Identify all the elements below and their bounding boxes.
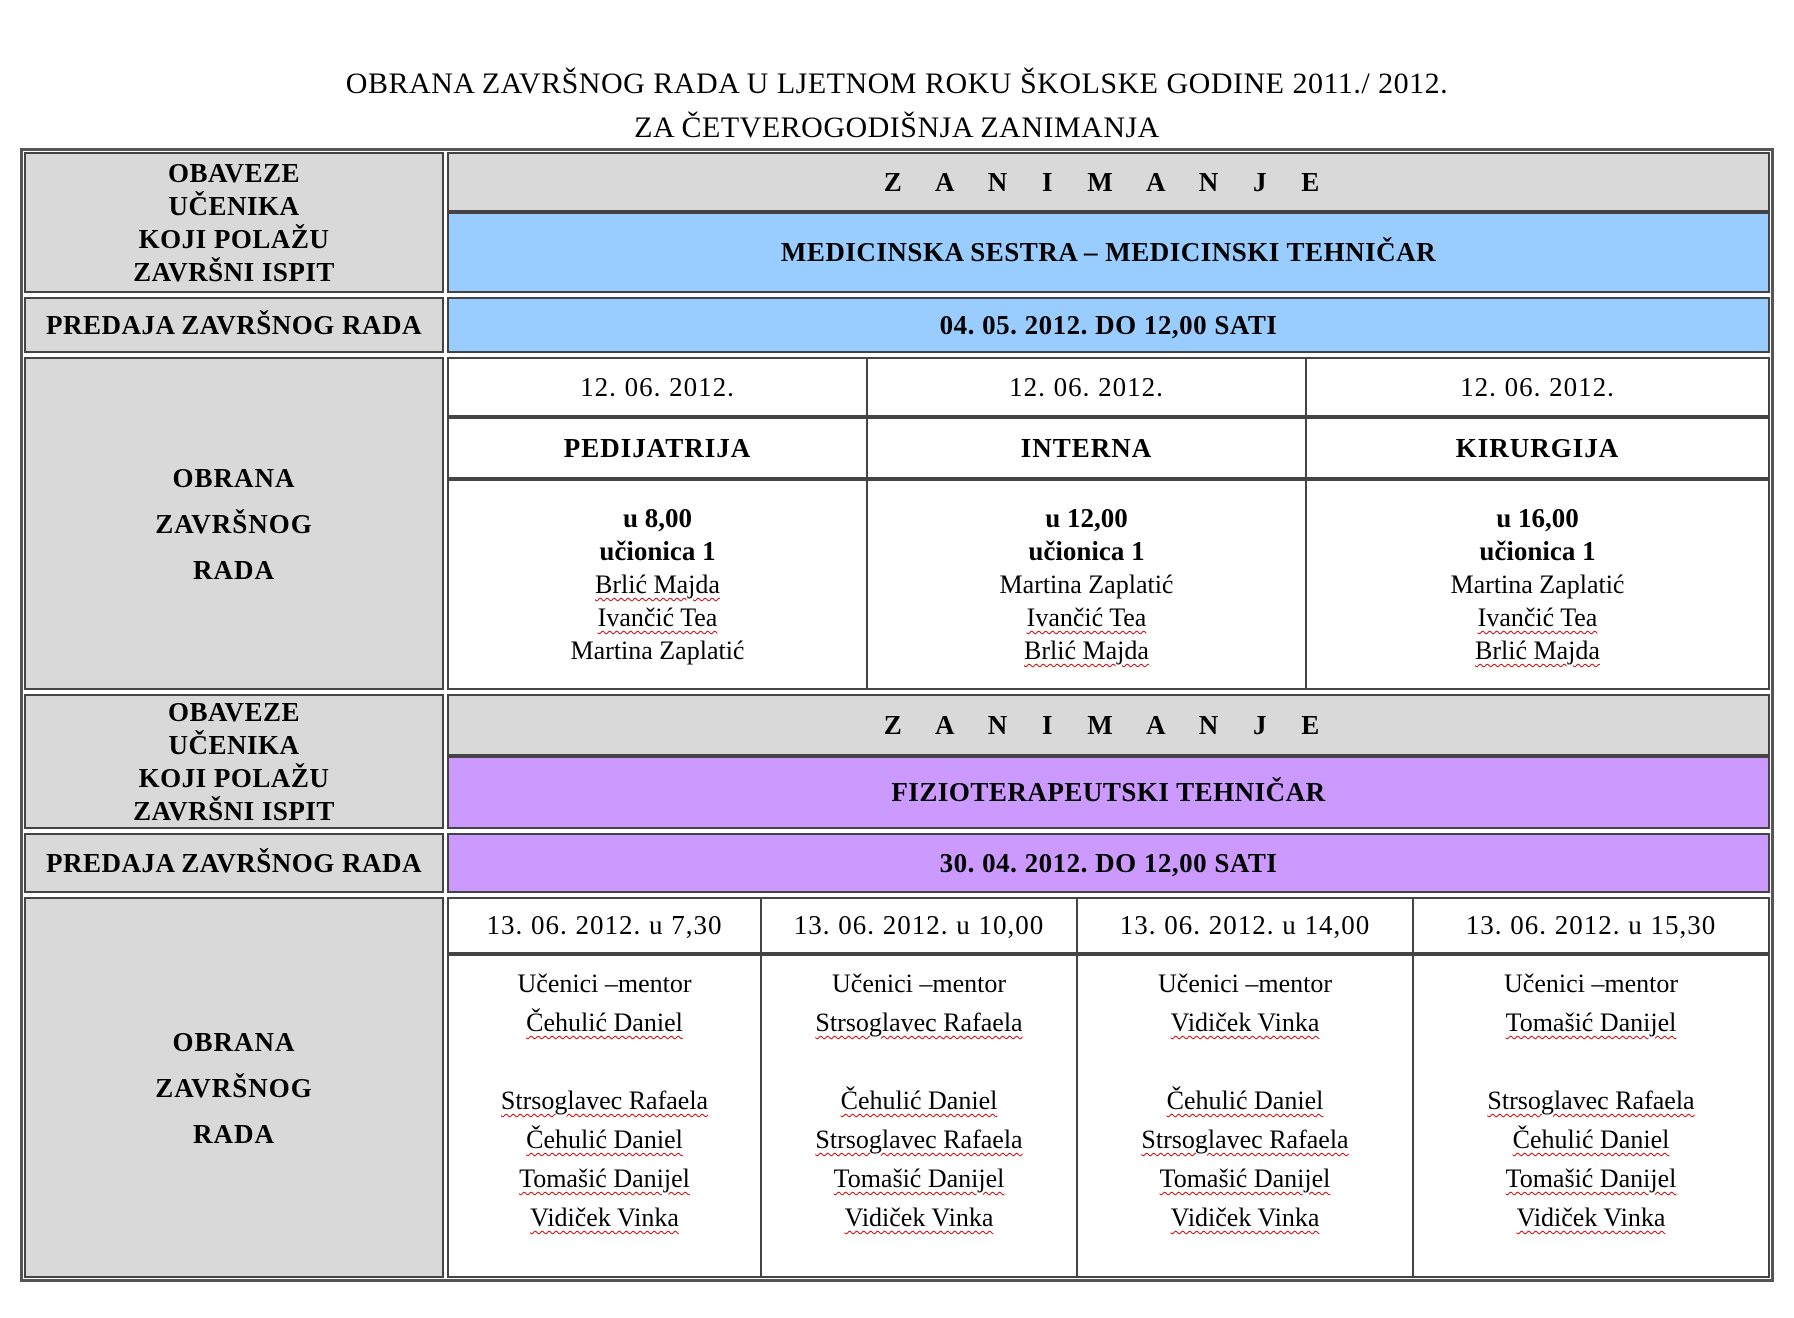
exam-date: 12. 06. 2012.: [1305, 357, 1770, 417]
exam-slot: u 16,00 učionica 1 Martina Zaplatić Ivančić Tea Brlić Majda: [1305, 479, 1770, 690]
exam-subject: PEDIJATRIJA: [447, 417, 868, 479]
defense-slot-header: 13. 06. 2012. u 10,00: [760, 897, 1078, 954]
obligations-label: OBAVEZE UČENIKA KOJI POLAŽU ZAVRŠNI ISPIT: [24, 152, 444, 293]
exam-slot: u 8,00 učionica 1 Brlić Majda Ivančić Tea Martina Zaplatić: [447, 479, 868, 690]
exam-date: 12. 06. 2012.: [866, 357, 1307, 417]
mentor-student-list: Učenici –mentor Strsoglavec Rafaela Čehulić Daniel Strsoglavec Rafaela Tomašić Danijel Vidiček Vinka: [760, 954, 1078, 1278]
document-title-line-2: ZA ČETVEROGODIŠNJA ZANIMANJA: [634, 111, 1160, 144]
exam-subject: INTERNA: [866, 417, 1307, 479]
obligations-label: OBAVEZE UČENIKA KOJI POLAŽU ZAVRŠNI ISPIT: [24, 694, 444, 829]
occupation-title: MEDICINSKA SESTRA – MEDICINSKI TEHNIČAR: [447, 212, 1770, 293]
zanimanje-header: Z A N I M A N J E: [447, 694, 1770, 756]
zanimanje-header: Z A N I M A N J E: [447, 152, 1770, 212]
defense-slot-header: 13. 06. 2012. u 7,30: [447, 897, 762, 954]
predaja-label: PREDAJA ZAVRŠNOG RADA: [24, 833, 444, 893]
occupation-title: FIZIOTERAPEUTSKI TEHNIČAR: [447, 756, 1770, 829]
exam-date: 12. 06. 2012.: [447, 357, 868, 417]
mentor-student-list: Učenici –mentor Vidiček Vinka Čehulić Daniel Strsoglavec Rafaela Tomašić Danijel Vidiček Vinka: [1076, 954, 1414, 1278]
exam-slot: u 12,00 učionica 1 Martina Zaplatić Ivančić Tea Brlić Majda: [866, 479, 1307, 690]
document-title-line-1: OBRANA ZAVRŠNOG RADA U LJETNOM ROKU ŠKOLSKE GODINE 2011./ 2012.: [345, 67, 1449, 100]
defense-slot-header: 13. 06. 2012. u 15,30: [1412, 897, 1770, 954]
exam-subject: KIRURGIJA: [1305, 417, 1770, 479]
mentor-student-list: Učenici –mentor Tomašić Danijel Strsoglavec Rafaela Čehulić Daniel Tomašić Danijel Vidiček Vinka: [1412, 954, 1770, 1278]
predaja-date: 30. 04. 2012. DO 12,00 SATI: [447, 833, 1770, 893]
obrana-label: OBRANA ZAVRŠNOG RADA: [24, 897, 444, 1278]
predaja-label: PREDAJA ZAVRŠNOG RADA: [24, 297, 444, 353]
predaja-date: 04. 05. 2012. DO 12,00 SATI: [447, 297, 1770, 353]
defense-slot-header: 13. 06. 2012. u 14,00: [1076, 897, 1414, 954]
mentor-student-list: Učenici –mentor Čehulić Daniel Strsoglavec Rafaela Čehulić Daniel Tomašić Danijel Vidiček Vinka: [447, 954, 762, 1278]
obrana-label: OBRANA ZAVRŠNOG RADA: [24, 357, 444, 690]
